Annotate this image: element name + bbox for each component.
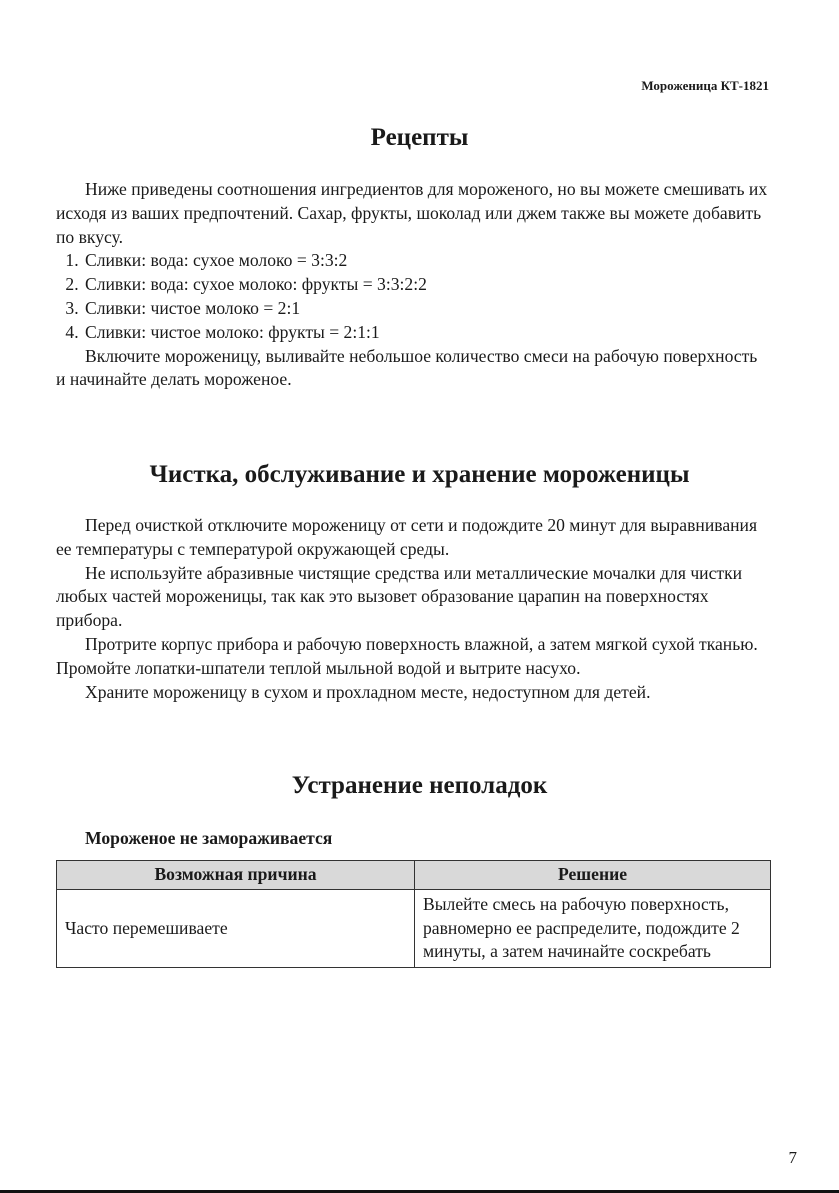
cause-cell: Часто перемешиваете bbox=[57, 890, 415, 968]
recipe-item: 3. Сливки: чистое молоко = 2:1 bbox=[83, 297, 771, 321]
recipe-item: 4. Сливки: чистое молоко: фрукты = 2:1:1 bbox=[83, 321, 771, 345]
running-header: Мороженица КТ-1821 bbox=[641, 78, 769, 93]
recipes-intro: Ниже приведены соотношения ингредиентов для мороженого, но вы можете смешивать их исходя из ваших предпочтений. Сахар, фрукты, шоколад или джем также вы можете добавить по вкусу. bbox=[56, 179, 768, 247]
recipes-outro: Включите мороженицу, выливайте небольшое количество смеси на рабочую поверхность и начинайте делать мороженое. bbox=[56, 345, 758, 390]
recipes-section bbox=[56, 178, 771, 392]
page-number: 7 bbox=[788, 1148, 797, 1167]
column-header-solution: Решение bbox=[415, 861, 771, 890]
table-row bbox=[57, 890, 771, 968]
cleaning-paragraph: Перед очисткой отключите мороженицу от сети и подождите 20 минут для выравнивания ее температуры с температурой окружающей среды. bbox=[56, 515, 758, 559]
table-header-row bbox=[57, 861, 771, 890]
recipes-list bbox=[56, 249, 771, 344]
column-header-cause: Возможная причина bbox=[57, 861, 415, 890]
troubleshooting-title: Устранение неполадок bbox=[291, 772, 548, 799]
recipe-item: 1. Сливки: вода: сухое молоко = 3:3:2 bbox=[83, 249, 771, 273]
cleaning-paragraph: Не используйте абразивные чистящие средства или металлические мочалки для чистки любых частей мороженицы, так как это вызовет образование царапин на поверхностях прибора. bbox=[56, 562, 743, 631]
recipe-item: 2. Сливки: вода: сухое молоко: фрукты = 3:3:2:2 bbox=[83, 273, 771, 297]
cleaning-paragraph: Протрите корпус прибора и рабочую поверхность влажной, а затем мягкой сухой тканью. Промойте лопатки-шпатели теплой мыльной водой и вытрите насухо. bbox=[56, 633, 758, 678]
recipes-title: Рецепты bbox=[370, 124, 469, 151]
cleaning-section bbox=[56, 514, 771, 704]
cleaning-paragraph: Храните мороженицу в сухом и прохладном месте, недоступном для детей. bbox=[85, 681, 651, 702]
cleaning-title: Чистка, обслуживание и хранение мороженицы bbox=[149, 461, 690, 488]
troubleshooting-table bbox=[56, 860, 771, 968]
solution-cell: Вылейте смесь на рабочую поверхность, равномерно ее распределите, подождите 2 минуты, а затем начинайте соскребать bbox=[415, 890, 771, 968]
troubleshooting-subtitle: Мороженое не замораживается bbox=[85, 828, 333, 848]
